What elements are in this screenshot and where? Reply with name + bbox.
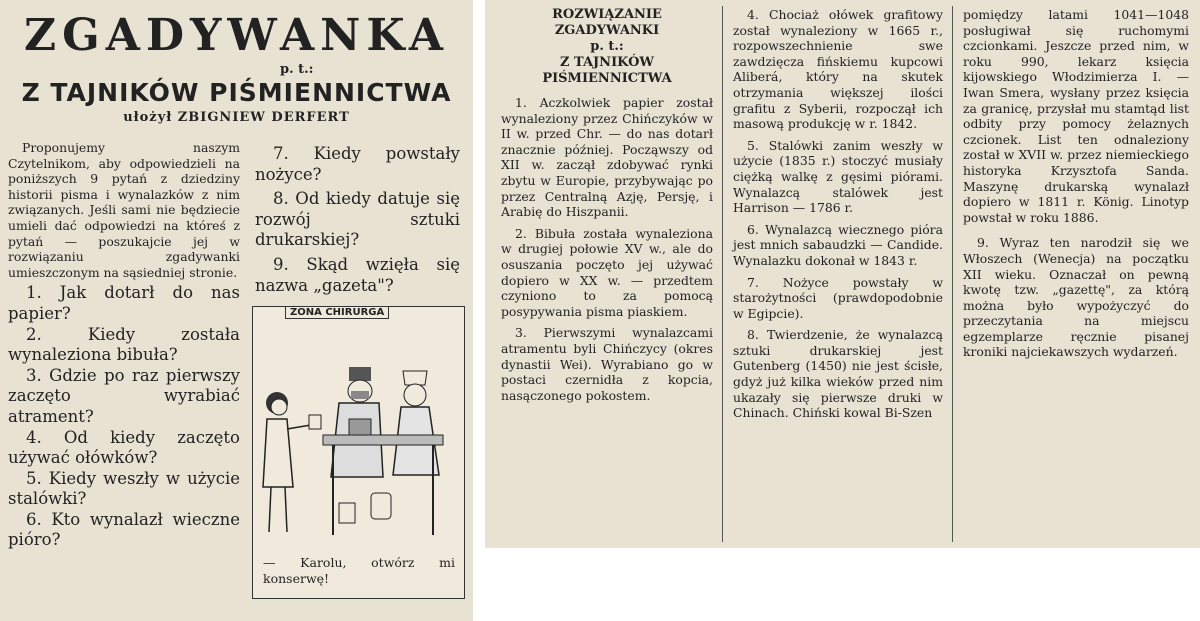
intro-column (8, 140, 240, 551)
heading-line: Z TAJNIKÓW (559, 55, 655, 70)
answers-heading (501, 7, 713, 87)
intro-paragraph: Proponujemy naszym Czytelnikom, aby odpowiedzieli na poniższych 9 pytań z dziedziny historii pisma i wynalazków z nim związanych. Jeśli sami nie będziecie umieli dać odpowiedzi na któreś z pytań — poszukajcie jej w rozwiązaniu zgadywanki umieszczonym na sąsiedniej stronie. (8, 140, 240, 280)
column-divider (722, 6, 723, 542)
answer-7: 7. Nożyce powstały w starożytności (prawdopodobnie w Egipcie). (733, 274, 943, 321)
answer-9: 9. Wyraz ten narodził się we Włoszech (Wenecja) na początku XII wieku. Oznaczał on pewną kwotę tzw. „gazettę", za którą można było wypożyczyć do przeczytania na miejscu egzemplarze ręcznie pisanej kroniki najciekawszych wydarzeń. (963, 235, 1189, 360)
questions-column-2 (255, 144, 460, 296)
answer-2: 2. Bibuła została wynaleziona w drugiej połowie XV w., ale do osuszania poczęto jej używać dopiero w XX w. — przedtem czyniono to za pomocą posypywania pisma piaskiem. (501, 225, 713, 319)
question-6: 6. Kto wynalazł wieczne pióro? (8, 509, 240, 550)
answers-column-1 (501, 7, 713, 409)
question-5: 5. Kiedy weszły w użycie stalówki? (8, 468, 240, 509)
cartoon-drawing-icon (253, 307, 464, 547)
question-4: 4. Od kiedy zaczęto używać ołówków? (8, 427, 240, 468)
answer-8-part-1: 8. Twierdzenie, że wynalazcą sztuki drukarskiej jest Gutenberg (1450) nie jest ścisłe, gdyż już kilka wieków przed nim ukazały się pierwsze druki w Chinach. Chiński kowal Bi-Szen (733, 327, 943, 421)
answers-column-3 (963, 7, 1189, 366)
heading-line: ZGADYWANKI (554, 23, 660, 38)
heading-line: p. t.: (590, 39, 624, 54)
answer-6: 6. Wynalazcą wiecznego pióra jest mnich sabaudzki — Candide. Wynalazku dokonał w 1843 r. (733, 221, 943, 268)
answer-3: 3. Pierwszymi wynalazcami atramentu byli Chińczycy (okres dynastii Wei). Wyrabiano go w postaci czernidła z kopcia, nasączonego pokostem. (501, 325, 713, 403)
subtitle: Z TAJNIKÓW PIŚMIENNICTWA (21, 78, 452, 107)
question-1: 1. Jak dotarł do nas papier? (8, 283, 240, 323)
column-divider (952, 6, 953, 542)
cartoon-box (252, 306, 465, 599)
heading-line: PIŚMIENNICTWA (542, 71, 672, 86)
cartoon-label: ŻONA CHIRURGA (285, 306, 389, 319)
question-list (8, 283, 240, 551)
answer-5: 5. Stalówki zanim weszły w użycie (1835 r.) stoczyć musiały ciężką walkę z gęsimi piórami. Wynalazcą stalówek jest Harrison — 1786 r. (733, 137, 943, 216)
question-7: 7. Kiedy powstały nożyce? (255, 144, 460, 184)
author-line: ułożył ZBIGNIEW DERFERT (123, 110, 350, 125)
page-title: ZGADYWANKA (24, 10, 449, 61)
answer-8-part-2: pomiędzy latami 1041—1048 posługiwał się ruchomymi czcionkami. Jeszcze przed nim, w roku 990, lekarz księcia kijowskiego Włodzimierza I. — Iwan Smera, wysłany przez księcia za granicę, przysłał mu stamtąd list odbity przy pomocy żelaznych czcionek. List ten odnaleziony został w XVII w. przez niemieckiego historyka Krzysztofa Sanda. Maszynę drukarską wynalazł dopiero w 1811 r. König. Linotyp powstał w roku 1886. (963, 7, 1189, 225)
title-pt: p. t.: (280, 62, 314, 77)
question-9: 9. Skąd wzięła się nazwa „gazeta"? (255, 254, 460, 295)
heading-line: ROZWIĄZANIE (552, 7, 662, 22)
right-clipping (485, 0, 1200, 548)
left-clipping (0, 0, 473, 621)
answer-4: 4. Chociaż ołówek grafitowy został wynaleziony w 1665 r., rozpowszechnienie swe zawdzięcza fińskiemu kupcowi Aliberá, który na skutek otrzymania większej ilości grafitu z Syberii, rozpoczął ich masową produkcję w r. 1842. (733, 7, 943, 132)
question-2: 2. Kiedy została wynaleziona bibuła? (8, 324, 240, 365)
question-3: 3. Gdzie po raz pierwszy zaczęto wyrabiać atrament? (8, 365, 240, 426)
answer-1: 1. Aczkolwiek papier został wynaleziony przez Chińczyków w II w. przed Chr. — do nas dotarł znacznie później. Począwszy od XII w. zaczął zdobywać rynki zbytu w Europie, przybywając po przez Centralną Azję, Persję, i Arabię do Hiszpanii. (501, 95, 713, 220)
cartoon-caption: — Karolu, otwórz mi konserwę! (263, 555, 455, 586)
answers-column-2 (733, 7, 943, 427)
question-8: 8. Od kiedy datuje się rozwój sztuki drukarskiej? (255, 189, 460, 250)
